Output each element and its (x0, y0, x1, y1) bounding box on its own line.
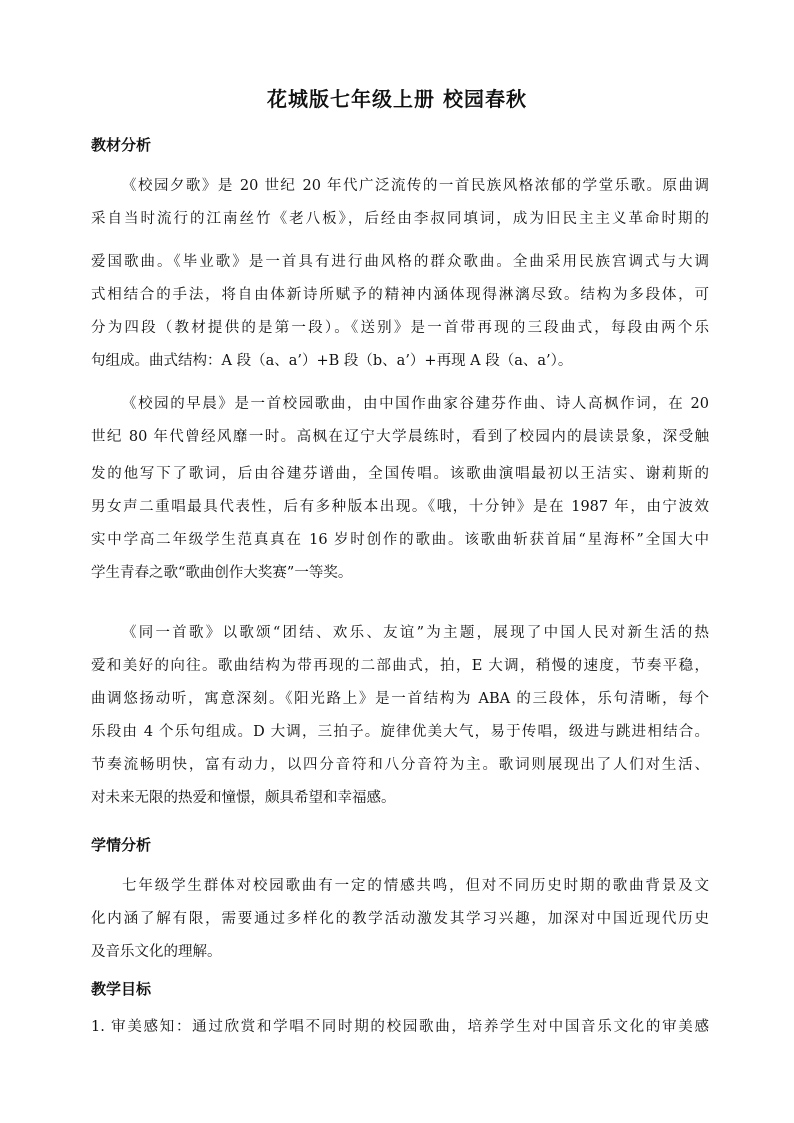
paragraph-line: 乐段由 4 个乐句组成。D 大调，三拍子。旋律优美大气，易于传唱，级进与跳进相结合。 (91, 724, 709, 740)
paragraph-line: 及音乐文化的理解。 (91, 944, 222, 960)
paragraph-line: 世纪 80 年代曾经风靡一时。高枫在辽宁大学晨练时，看到了校园内的晨读景象，深受触 (91, 429, 709, 445)
paragraph (91, 388, 709, 590)
paragraph-line: 男女声二重唱最具代表性，后有多种版本出现。《哦，十分钟》是在 1987 年，由宁波效 (91, 499, 709, 515)
paragraph-line: 句组成。曲式结构：A 段（a、a’）+B 段（b、a’）+再现 A 段（a、a’）。 (91, 353, 573, 369)
paragraph-line: 《校园的早晨》是一首校园歌曲，由中国作曲家谷建芬作曲、诗人高枫作词，在 20 (122, 396, 709, 412)
paragraph-line: 爱和美好的向往。歌曲结构为带再现的二部曲式，拍，E 大调，稍慢的速度，节奏平稳， (91, 658, 709, 674)
paragraph-line: 七年级学生群体对校园歌曲有一定的情感共鸣，但对不同历史时期的歌曲背景及文 (122, 878, 709, 894)
section-heading-teaching-objectives: 教学目标 (91, 980, 152, 998)
document-title: 花城版七年级上册 校园春秋 (267, 87, 527, 111)
paragraph (91, 617, 709, 815)
paragraph-line: 式相结合的手法，将自由体新诗所赋予的精神内涵体现得淋漓尽致。结构为多段体，可 (91, 287, 709, 303)
paragraph-line: 发的他写下了歌词，后由谷建芬谱曲，全国传唱。该歌曲演唱最初以王洁实、谢莉斯的 (91, 466, 709, 482)
section-heading-textbook-analysis: 教材分析 (91, 136, 152, 154)
paragraph-line: 实中学高二年级学生范真真在 16 岁时创作的歌曲。该歌曲斩获首届“星海杯”全国大中 (91, 532, 709, 548)
paragraph-line: 化内涵了解有限，需要通过多样化的教学活动激发其学习兴趣，加深对中国近现代历史 (91, 911, 709, 927)
paragraph-line: 曲调悠扬动听，寓意深刻。《阳光路上》是一首结构为 ABA 的三段体，乐句清晰，每个 (91, 691, 709, 707)
list-item (91, 1011, 709, 1044)
paragraph (91, 870, 709, 969)
paragraph-line: 对未来无限的热爱和憧憬，颇具希望和幸福感。 (91, 790, 396, 806)
paragraph-line: 爱国歌曲。《毕业歌》是一首具有进行曲风格的群众歌曲。全曲采用民族宫调式与大调 (91, 254, 709, 270)
paragraph (91, 170, 709, 378)
paragraph-line: 采自当时流行的江南丝竹《老八板》，后经由李叔同填词，成为旧民主主义革命时期的 (91, 211, 709, 227)
paragraph-line: 分为四段（教材提供的是第一段）。《送别》是一首带再现的三段曲式，每段由两个乐 (91, 320, 709, 336)
paragraph-line: 1. 审美感知：通过欣赏和学唱不同时期的校园歌曲，培养学生对中国音乐文化的审美感 (91, 1019, 709, 1035)
paragraph-line: 节奏流畅明快，富有动力，以四分音符和八分音符为主。歌词则展现出了人们对生活、 (91, 757, 709, 773)
paragraph-line: 学生青春之歌“歌曲创作大奖赛”一等奖。 (91, 565, 353, 581)
paragraph-line: 《同一首歌》以歌颂“团结、欢乐、友谊”为主题，展现了中国人民对新生活的热 (122, 625, 709, 641)
paragraph-line: 《校园夕歌》是 20 世纪 20 年代广泛流传的一首民族风格浓郁的学堂乐歌。原曲调 (122, 178, 709, 194)
section-heading-student-analysis: 学情分析 (91, 836, 152, 854)
